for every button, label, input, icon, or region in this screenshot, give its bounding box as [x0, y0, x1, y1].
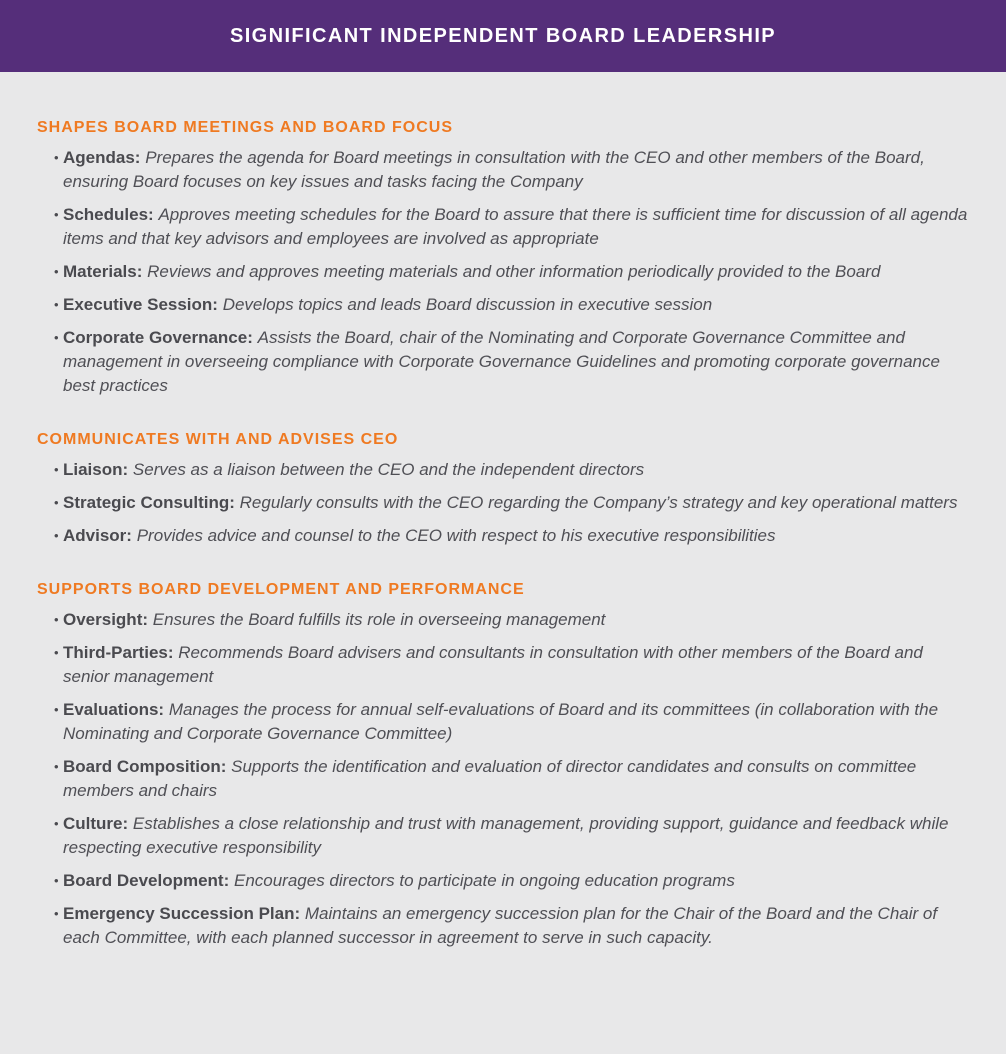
- section-heading: COMMUNICATES WITH AND ADVISES CEO: [37, 431, 399, 448]
- content: [0, 72, 1006, 950]
- list-item: • Materials: Reviews and approves meeting materials and other information periodically provided to the Board: [37, 260, 972, 284]
- list-item: • Culture: Establishes a close relationship and trust with management, providing support, guidance and feedback while respecting executive responsibility: [37, 812, 972, 860]
- section-board-development: [37, 580, 972, 950]
- list-item: • Emergency Succession Plan: Maintains an emergency succession plan for the Chair of the Board and the Chair of each Committee, with each planned successor in agreement to serve in such capacity.: [37, 902, 972, 950]
- list-item: • Corporate Governance: Assists the Board, chair of the Nominating and Corporate Governance Committee and management in overseeing compliance with Corporate Governance Guidelines and promoting corporate governance best practices: [37, 326, 972, 398]
- bullet-list: [37, 146, 972, 398]
- title-banner: [0, 0, 1006, 72]
- page-title: SIGNIFICANT INDEPENDENT BOARD LEADERSHIP: [229, 24, 777, 47]
- list-item: • Third-Parties: Recommends Board advisers and consultants in consultation with other members of the Board and senior management: [37, 641, 972, 689]
- section-heading: SUPPORTS BOARD DEVELOPMENT AND PERFORMANCE: [37, 581, 525, 598]
- bullet-list: [37, 608, 972, 950]
- list-item: • Advisor: Provides advice and counsel to the CEO with respect to his executive responsibilities: [37, 524, 972, 548]
- list-item: • Agendas: Prepares the agenda for Board meetings in consultation with the CEO and other members of the Board, ensuring Board focuses on key issues and tasks facing the Company: [37, 146, 972, 194]
- list-item: • Board Composition: Supports the identification and evaluation of director candidates and consults on committee members and chairs: [37, 755, 972, 803]
- bullet-list: [37, 458, 972, 548]
- list-item: • Executive Session: Develops topics and leads Board discussion in executive session: [37, 293, 972, 317]
- section-ceo: [37, 430, 972, 548]
- list-item: • Liaison: Serves as a liaison between the CEO and the independent directors: [37, 458, 972, 482]
- list-item: • Oversight: Ensures the Board fulfills its role in overseeing management: [37, 608, 972, 632]
- list-item: • Schedules: Approves meeting schedules for the Board to assure that there is sufficient time for discussion of all agenda items and that key advisors and employees are involved as appropriate: [37, 203, 972, 251]
- section-heading: SHAPES BOARD MEETINGS AND BOARD FOCUS: [37, 119, 453, 136]
- list-item: • Strategic Consulting: Regularly consults with the CEO regarding the Company’s strategy and key operational matters: [37, 491, 972, 515]
- list-item: • Board Development: Encourages directors to participate in ongoing education programs: [37, 869, 972, 893]
- section-board-meetings: [37, 118, 972, 398]
- list-item: • Evaluations: Manages the process for annual self-evaluations of Board and its committees (in collaboration with the Nominating and Corporate Governance Committee): [37, 698, 972, 746]
